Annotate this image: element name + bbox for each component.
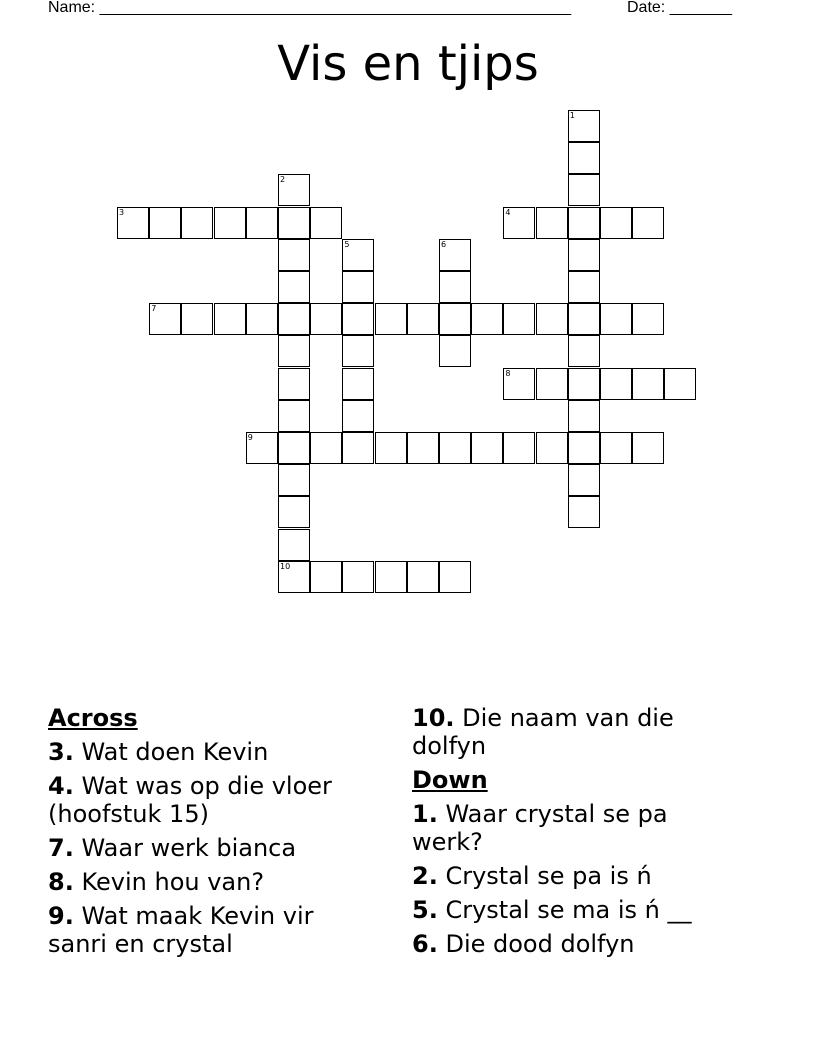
grid-cell[interactable]: [600, 432, 632, 464]
grid-cell[interactable]: [342, 239, 374, 271]
clue-number-label: 7: [151, 304, 157, 314]
grid-cell[interactable]: [568, 110, 600, 142]
grid-cell[interactable]: [407, 561, 439, 593]
grid-cell[interactable]: [246, 303, 278, 335]
clue-number-label: 1: [569, 111, 575, 120]
grid-cell[interactable]: [600, 207, 632, 239]
grid-cell[interactable]: [503, 303, 535, 335]
grid-cell[interactable]: [278, 561, 310, 593]
clues-column-left: [48, 704, 368, 964]
clue-number: 5.: [412, 896, 438, 924]
grid-cell[interactable]: [600, 368, 632, 400]
grid-cell[interactable]: [278, 529, 310, 561]
down-clue: [412, 896, 742, 924]
clue-number: 9.: [48, 902, 74, 930]
grid-cell[interactable]: [375, 561, 407, 593]
clue-number: 10.: [412, 704, 455, 732]
grid-cell[interactable]: [278, 335, 310, 367]
clue-text: Wat doen Kevin: [73, 738, 269, 766]
name-field-label: Name: _____________________________________________________: [48, 0, 572, 16]
grid-cell[interactable]: [181, 207, 213, 239]
clue-text: Crystal se pa is ń: [437, 862, 652, 890]
grid-cell[interactable]: [342, 303, 374, 335]
clue-text: Wat maak Kevin vir sanri en crystal: [48, 902, 314, 958]
clue-text: Crystal se ma is ń __: [437, 896, 692, 924]
grid-cell[interactable]: [278, 271, 310, 303]
puzzle-title: Vis en tjips: [277, 36, 539, 92]
grid-cell[interactable]: [568, 303, 600, 335]
grid-cell[interactable]: [568, 142, 600, 174]
clue-text: Waar werk bianca: [73, 834, 297, 862]
grid-cell[interactable]: [439, 432, 471, 464]
grid-cell[interactable]: [342, 400, 374, 432]
clue-text: Kevin hou van?: [73, 868, 265, 896]
grid-cell[interactable]: [536, 303, 568, 335]
grid-cell[interactable]: [664, 368, 696, 400]
grid-cell[interactable]: [568, 400, 600, 432]
across-clue: [48, 738, 368, 766]
grid-cell[interactable]: [278, 368, 310, 400]
grid-cell[interactable]: [568, 432, 600, 464]
down-clue: [412, 800, 742, 856]
grid-cell[interactable]: [342, 271, 374, 303]
grid-cell[interactable]: [632, 432, 664, 464]
down-clue: [412, 862, 742, 890]
grid-cell[interactable]: [407, 303, 439, 335]
grid-cell[interactable]: [536, 207, 568, 239]
grid-cell[interactable]: [214, 207, 246, 239]
grid-cell[interactable]: [149, 303, 181, 335]
clue-number: 3.: [48, 738, 74, 766]
grid-cell[interactable]: [342, 335, 374, 367]
grid-cell[interactable]: [278, 464, 310, 496]
grid-cell[interactable]: [536, 368, 568, 400]
clue-number: 4.: [48, 772, 74, 800]
grid-cell[interactable]: [439, 271, 471, 303]
down-heading: Down: [412, 766, 488, 794]
grid-cell[interactable]: [310, 303, 342, 335]
clue-number: 1.: [412, 800, 438, 828]
grid-cell[interactable]: [117, 207, 149, 239]
grid-cell[interactable]: [471, 303, 503, 335]
across-clue: [412, 704, 742, 760]
down-clue: [412, 930, 742, 958]
grid-cell[interactable]: [439, 239, 471, 271]
clue-text: Wat was op die vloer (hoofstuk 15): [48, 772, 332, 828]
clue-number-label: 2: [280, 175, 286, 185]
clue-number: 6.: [412, 930, 438, 958]
grid-cell[interactable]: [278, 207, 310, 239]
clue-number-label: 10: [280, 561, 291, 571]
grid-cell[interactable]: [278, 432, 310, 464]
grid-cell[interactable]: [310, 561, 342, 593]
grid-cell[interactable]: [568, 368, 600, 400]
across-clue: [48, 868, 368, 896]
clue-number-label: 4: [505, 207, 511, 217]
clue-number-label: 6: [441, 239, 447, 249]
grid-cell[interactable]: [278, 174, 310, 206]
across-clue: [48, 834, 368, 862]
grid-cell[interactable]: [568, 239, 600, 271]
grid-cell[interactable]: [439, 335, 471, 367]
grid-cell[interactable]: [278, 496, 310, 528]
clue-number: 7.: [48, 834, 74, 862]
grid-cell[interactable]: [246, 207, 278, 239]
across-clue: [48, 902, 368, 958]
grid-cell[interactable]: [407, 432, 439, 464]
grid-cell[interactable]: [342, 432, 374, 464]
grid-cell[interactable]: [375, 303, 407, 335]
grid-cell[interactable]: [439, 303, 471, 335]
grid-cell[interactable]: [568, 174, 600, 206]
clue-number-label: 8: [505, 368, 511, 378]
grid-cell[interactable]: [568, 271, 600, 303]
across-clue: [48, 772, 368, 828]
grid-cell[interactable]: [342, 368, 374, 400]
grid-cell[interactable]: [600, 303, 632, 335]
clue-text: Waar crystal se pa werk?: [412, 800, 668, 856]
grid-cell[interactable]: [439, 561, 471, 593]
grid-cell[interactable]: [278, 303, 310, 335]
grid-cell[interactable]: [632, 207, 664, 239]
grid-cell[interactable]: [278, 239, 310, 271]
grid-cell[interactable]: [632, 303, 664, 335]
clue-number: 2.: [412, 862, 438, 890]
grid-cell[interactable]: [503, 368, 535, 400]
grid-cell[interactable]: [568, 335, 600, 367]
grid-cell[interactable]: [503, 432, 535, 464]
grid-cell[interactable]: [149, 207, 181, 239]
grid-cell[interactable]: [214, 303, 246, 335]
grid-cell[interactable]: [503, 207, 535, 239]
grid-cell[interactable]: [342, 561, 374, 593]
clue-number-label: 5: [344, 239, 350, 249]
grid-cell[interactable]: [246, 432, 278, 464]
clue-text: Die dood dolfyn: [437, 930, 635, 958]
grid-cell[interactable]: [568, 207, 600, 239]
grid-cell[interactable]: [375, 432, 407, 464]
grid-cell[interactable]: [536, 432, 568, 464]
across-heading: Across: [48, 704, 138, 732]
grid-cell[interactable]: [278, 400, 310, 432]
date-field-label: Date: _______: [627, 0, 732, 16]
grid-cell[interactable]: [310, 432, 342, 464]
grid-cell[interactable]: [568, 496, 600, 528]
clue-text: Die naam van die dolfyn: [412, 704, 674, 760]
grid-cell[interactable]: [568, 464, 600, 496]
clue-number-label: 9: [247, 433, 253, 442]
clues-column-right: [412, 704, 742, 964]
grid-cell[interactable]: [310, 207, 342, 239]
grid-cell[interactable]: [632, 368, 664, 400]
grid-cell[interactable]: [471, 432, 503, 464]
grid-cell[interactable]: [181, 303, 213, 335]
clue-number: 8.: [48, 868, 74, 896]
clue-number-label: 3: [119, 207, 125, 217]
